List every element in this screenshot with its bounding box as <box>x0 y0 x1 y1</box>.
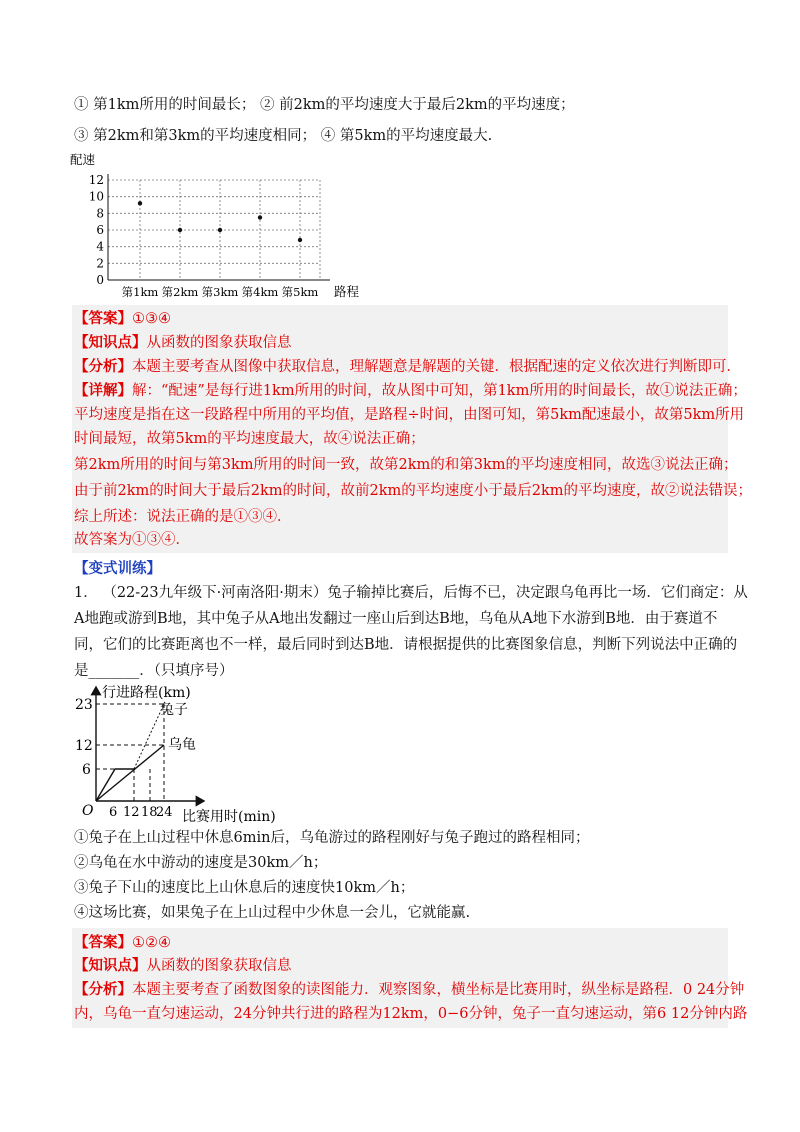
analysis-2-row-2: 内，乌龟一直匀速运动，24分钟共行进的路程为12km，0−6分钟，兔子一直匀速运动，第6 12分钟内路 <box>74 1006 748 1022</box>
variant-title: 【变式训练】 <box>74 560 161 577</box>
race-origin: O <box>82 803 94 819</box>
pace-point-4 <box>258 215 262 219</box>
knowledge-row: 【知识点】从函数的图象获取信息 <box>74 334 292 351</box>
pace-x-tick-3: 第3km <box>201 285 239 299</box>
turtle-label: 乌龟 <box>168 737 196 753</box>
problem-line-2: A地跑或游到B地，其中兔子从A地出发翻过一座山后到达B地，乌龟从A地下水游到B地．由于赛道不 <box>74 611 718 627</box>
pace-point-1 <box>138 201 142 205</box>
detail-row-4: 第2km所用的时间与第3km所用的时间一致，故第2km的和第3km的平均速度相同，故选③说法正确； <box>74 457 738 473</box>
race-y-label: 行进路程(km) <box>102 685 191 701</box>
rabbit-label: 兔子 <box>160 702 188 718</box>
pace-y-label: 配速 <box>70 152 96 167</box>
x-tick-18: 18 <box>141 805 158 820</box>
pace-x-tick-5: 第5km <box>281 285 319 299</box>
variant-option-1: ①兔子在上山过程中休息6min后，乌龟游过的路程刚好与兔子跑过的路程相同； <box>74 830 590 846</box>
x-tick-24: 24 <box>156 805 173 820</box>
problem-line-3: 同，它们的比赛距离也不一样，最后同时到达B地．请根据提供的比赛图象信息，判断下列说法中正确的 <box>74 637 738 653</box>
detail-row-5: 由于前2km的时间大于最后2km的时间，故前2km的平均速度小于最后2km的平均速度，故②说法错误； <box>74 483 753 499</box>
pace-point-3 <box>218 228 222 232</box>
pace-y-tick-6: 6 <box>96 223 104 237</box>
analysis-row: 【分析】本题主要考查从图像中获取信息，理解题意是解题的关键．根据配速的定义依次进行判断即可． <box>74 358 741 375</box>
pace-x-tick-1: 第1km <box>121 285 159 299</box>
y-tick-23: 23 <box>75 697 93 713</box>
pace-x-label: 路程 <box>334 284 360 299</box>
pace-y-tick-2: 2 <box>96 256 104 271</box>
detail-row-3: 时间最短，故第5km的平均速度最大，故④说法正确； <box>74 431 425 447</box>
option-line-1: ① 第1km所用的时间最长； ② 前2km的平均速度大于最后2km的平均速度； <box>74 97 575 113</box>
pace-point-2 <box>178 228 182 232</box>
turtle-line <box>96 745 164 801</box>
pace-axes <box>108 174 330 280</box>
pace-point-5 <box>298 238 302 242</box>
pace-y-tick-12: 12 <box>88 173 104 187</box>
y-tick-6: 6 <box>82 762 91 778</box>
pace-y-tick-10: 10 <box>88 189 104 204</box>
pace-y-ticks <box>89 173 105 287</box>
pace-y-tick-8: 8 <box>96 206 104 221</box>
variant-option-4: ④这场比赛，如果兔子在上山过程中少休息一会儿，它就能赢. <box>74 905 471 921</box>
detail-row-2: 平均速度是指在这一段路程中所用的平均值，是路程÷时间，由图可知，第5km配速最小，故第5km所用 <box>74 407 745 423</box>
pace-grid <box>108 180 320 280</box>
pace-x-tick-2: 第2km <box>161 285 199 299</box>
answer-row: 【答案】①③④ <box>74 310 171 327</box>
answer-2-row: 【答案】①②④ <box>74 934 171 951</box>
analysis-2-row: 【分析】本题主要考查了函数图象的读图能力．观察图象，横坐标是比赛用时，纵坐标是路程．0 24分钟 <box>74 981 745 998</box>
x-tick-12: 12 <box>123 805 140 820</box>
detail-row-1: 【详解】解：“配速”是每行进1km所用的时间，故从图中可知，第1km所用的时间最长，故①说法正确； <box>74 382 747 399</box>
x-tick-6: 6 <box>109 805 118 820</box>
pace-y-tick-0: 0 <box>96 273 104 287</box>
race-x-label: 比赛用时(min) <box>182 809 276 825</box>
pace-x-ticks <box>122 285 319 299</box>
detail-row-6: 综上所述：说法正确的是①③④． <box>74 509 292 525</box>
detail-row-7: 故答案为①③④． <box>74 532 190 548</box>
race-chart <box>74 683 294 828</box>
option-line-2: ③ 第2km和第3km的平均速度相同； ④ 第5km的平均速度最大. <box>74 128 493 144</box>
variant-option-2: ②乌龟在水中游动的速度是30km／h； <box>74 855 328 871</box>
problem-line-4: 是_______．（只填序号） <box>74 663 234 679</box>
y-tick-12: 12 <box>75 738 93 754</box>
pace-chart <box>70 150 370 300</box>
variant-option-3: ③兔子下山的速度比上山休息后的速度快10km／h； <box>74 880 415 896</box>
problem-line-1: 1． （22-23九年级下·河南洛阳·期末）兔子输掉比赛后，后悔不已，决定跟乌龟再比一场．它们商定：从 <box>74 585 748 601</box>
knowledge-2-row: 【知识点】从函数的图象获取信息 <box>74 957 292 974</box>
pace-x-tick-4: 第4km <box>241 285 279 299</box>
pace-y-tick-4: 4 <box>96 239 104 254</box>
